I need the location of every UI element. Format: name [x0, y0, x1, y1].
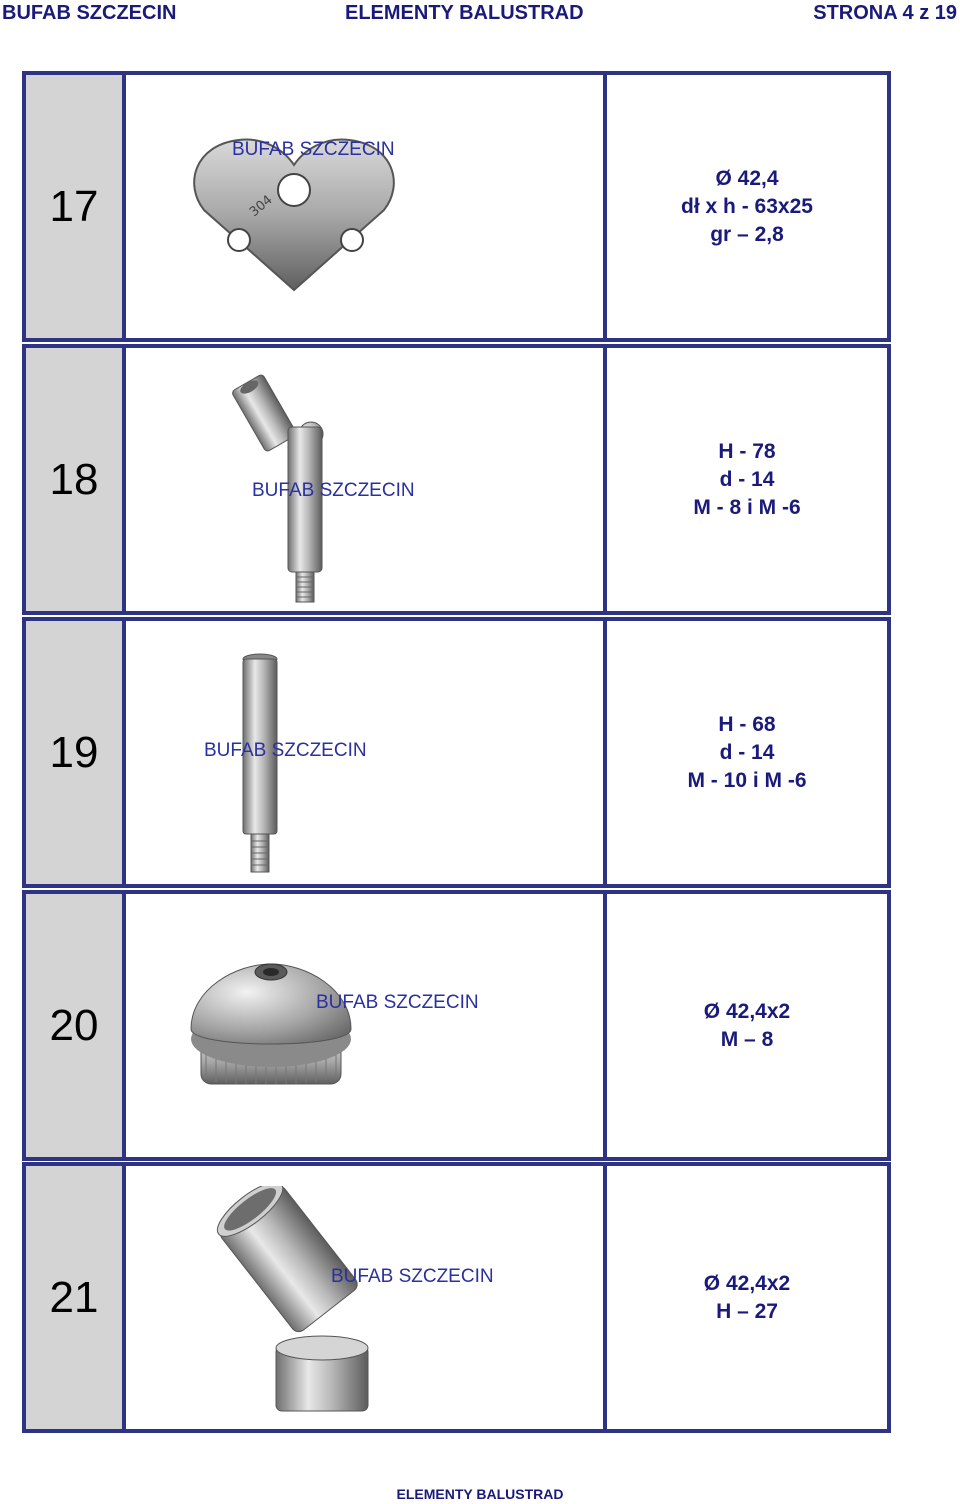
spec-line: H - 78	[718, 439, 776, 463]
table-row-17	[22, 71, 891, 342]
spec-cell	[603, 890, 891, 1161]
header-company: BUFAB SZCZECIN	[2, 2, 177, 24]
product-image-cell	[122, 1162, 607, 1433]
header-section: ELEMENTY BALUSTRAD	[345, 2, 584, 24]
watermark: BUFAB SZCZECIN	[331, 1266, 494, 1287]
table-row-19	[22, 617, 891, 888]
spec-cell	[603, 71, 891, 342]
spec-line: M - 8 i M -6	[693, 495, 801, 519]
spec-cell	[603, 617, 891, 888]
table-row-18	[22, 344, 891, 615]
watermark: BUFAB SZCZECIN	[232, 139, 395, 160]
product-table	[22, 71, 891, 1433]
straight-post-icon	[230, 651, 290, 886]
item-number: 18	[22, 344, 126, 615]
spec-line: gr – 2,8	[710, 222, 784, 246]
spec-line: Ø 42,4	[715, 166, 779, 190]
watermark: BUFAB SZCZECIN	[252, 480, 415, 501]
spec-line: Ø 42,4x2	[703, 999, 791, 1023]
table-row-21	[22, 1162, 891, 1433]
watermark: BUFAB SZCZECIN	[316, 992, 479, 1013]
product-image-cell	[122, 617, 607, 888]
spec-cell	[603, 344, 891, 615]
spec-line: M – 8	[720, 1027, 774, 1051]
spec-line: d - 14	[719, 467, 775, 491]
item-number: 17	[22, 71, 126, 342]
spec-line: H – 27	[716, 1299, 778, 1323]
end-cap-icon	[176, 944, 366, 1104]
stamp-text: 304	[246, 192, 276, 221]
spec-cell	[603, 1162, 891, 1433]
product-image-cell	[122, 344, 607, 615]
product-image-cell	[122, 890, 607, 1161]
item-number: 19	[22, 617, 126, 888]
spec-line: M - 10 i M -6	[687, 768, 807, 792]
watermark: BUFAB SZCZECIN	[204, 740, 367, 761]
product-image-cell	[122, 71, 607, 342]
spec-line: H - 68	[718, 712, 776, 736]
table-row-20	[22, 890, 891, 1161]
elbow-connector-icon	[198, 1186, 388, 1421]
item-number: 20	[22, 890, 126, 1161]
header-page-number: STRONA 4 z 19	[813, 2, 957, 24]
page-footer: ELEMENTY BALUSTRAD	[396, 1486, 564, 1502]
spec-line: dł x h - 63x25	[681, 194, 813, 218]
item-number: 21	[22, 1162, 126, 1433]
spec-line: Ø 42,4x2	[703, 1271, 791, 1295]
spec-line: d - 14	[719, 740, 775, 764]
